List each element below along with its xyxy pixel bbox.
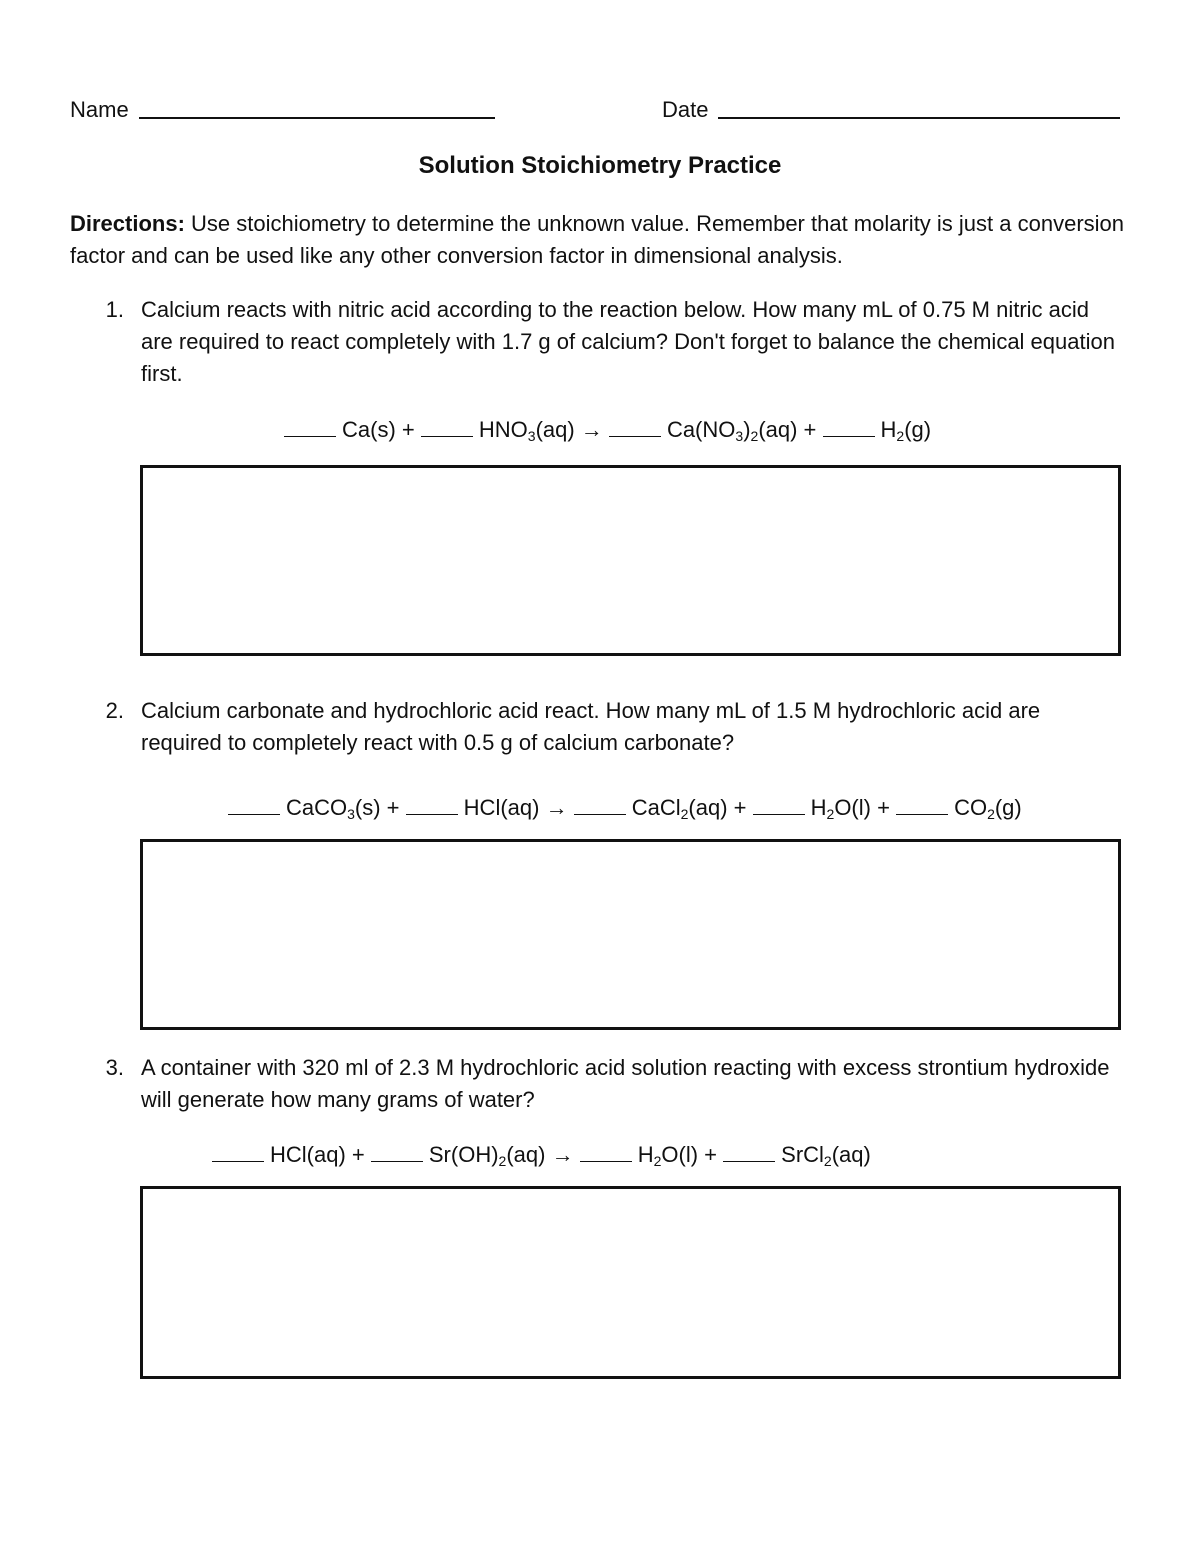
equation-term: (g)	[994, 795, 1022, 820]
equation-term: CO	[954, 795, 988, 820]
date-field-line[interactable]	[718, 117, 1120, 119]
coefficient-blank[interactable]	[574, 794, 626, 815]
equation-subscript: 2	[987, 806, 995, 822]
equation-term: SrCl	[781, 1142, 824, 1167]
equation-term: (aq)	[831, 1142, 871, 1167]
equation-term: HNO	[478, 417, 528, 442]
name-field-line[interactable]	[139, 117, 495, 119]
equation-subscript: 2	[823, 1153, 832, 1169]
question-2-equation	[228, 793, 1022, 823]
question-3-number: 3.	[105, 1055, 124, 1080]
equation-term: Ca(NO	[666, 417, 736, 442]
coefficient-blank[interactable]	[823, 416, 875, 437]
equation-term: (aq) +	[688, 795, 747, 820]
question-1-number: 1.	[105, 297, 124, 322]
name-label: Name	[70, 97, 129, 122]
equation-term: O(l) +	[661, 1142, 718, 1167]
equation-term: H	[810, 795, 827, 820]
coefficient-blank[interactable]	[609, 416, 661, 437]
equation-term: Sr(OH)	[428, 1142, 499, 1167]
answer-box-3[interactable]	[140, 1186, 1121, 1379]
coefficient-blank[interactable]	[406, 794, 458, 815]
coefficient-blank[interactable]	[371, 1141, 423, 1162]
equation-subscript: 2	[653, 1153, 662, 1169]
equation-term: (aq) →	[506, 1142, 574, 1167]
directions-label: Directions:	[70, 211, 185, 236]
equation-term: Ca(s) +	[342, 417, 415, 442]
equation-subscript: 2	[680, 806, 689, 822]
date-label: Date	[662, 97, 709, 122]
equation-term: CaCl	[631, 795, 681, 820]
question-3-equation	[212, 1140, 871, 1170]
coefficient-blank[interactable]	[753, 794, 805, 815]
equation-term: H	[880, 417, 897, 442]
equation-term: O(l) +	[834, 795, 890, 820]
coefficient-blank[interactable]	[723, 1141, 775, 1162]
equation-term: (aq) →	[535, 417, 603, 442]
equation-term: (g)	[904, 417, 932, 442]
coefficient-blank[interactable]	[580, 1141, 632, 1162]
equation-subscript: 3	[527, 428, 536, 444]
question-1-equation	[284, 415, 931, 445]
coefficient-blank[interactable]	[896, 794, 948, 815]
equation-subscript: 3	[347, 806, 355, 822]
page-title: Solution Stoichiometry Practice	[418, 152, 782, 179]
coefficient-blank[interactable]	[421, 416, 473, 437]
question-2-text: Calcium carbonate and hydrochloric acid react. How many mL of 1.5 M hydrochloric acid are required to completely react with 0.5 g of calcium carbonate?	[141, 698, 1041, 755]
answer-box-1[interactable]	[140, 465, 1121, 656]
equation-term: HCl(aq) +	[270, 1142, 365, 1167]
question-1-text: Calcium reacts with nitric acid according to the reaction below. How many mL of 0.75 M nitric acid are required to react completely with 1.7 g of calcium? Don't forget to balance the chemical equation first.	[141, 297, 1115, 386]
equation-subscript: 2	[896, 428, 905, 444]
equation-subscript: 2	[498, 1153, 507, 1169]
answer-box-2[interactable]	[140, 839, 1121, 1030]
directions-paragraph	[70, 208, 1130, 272]
question-2-number: 2.	[105, 698, 124, 723]
coefficient-blank[interactable]	[212, 1141, 264, 1162]
coefficient-blank[interactable]	[284, 416, 336, 437]
equation-term: HCl(aq) →	[463, 795, 568, 820]
equation-subscript: 2	[750, 428, 759, 444]
equation-subscript: 2	[826, 806, 835, 822]
equation-term: CaCO	[286, 795, 348, 820]
equation-term: )	[743, 417, 751, 442]
equation-term: (aq) +	[758, 417, 817, 442]
directions-text: Use stoichiometry to determine the unknown value. Remember that molarity is just a conversion factor and can be used like any other conversion factor in dimensional analysis.	[70, 211, 1125, 268]
equation-term: (s) +	[354, 795, 400, 820]
question-3-text: A container with 320 ml of 2.3 M hydrochloric acid solution reacting with excess strontium hydroxide will generate how many grams of water?	[141, 1055, 1110, 1112]
equation-term: H	[637, 1142, 654, 1167]
coefficient-blank[interactable]	[228, 794, 280, 815]
equation-subscript: 3	[735, 428, 744, 444]
